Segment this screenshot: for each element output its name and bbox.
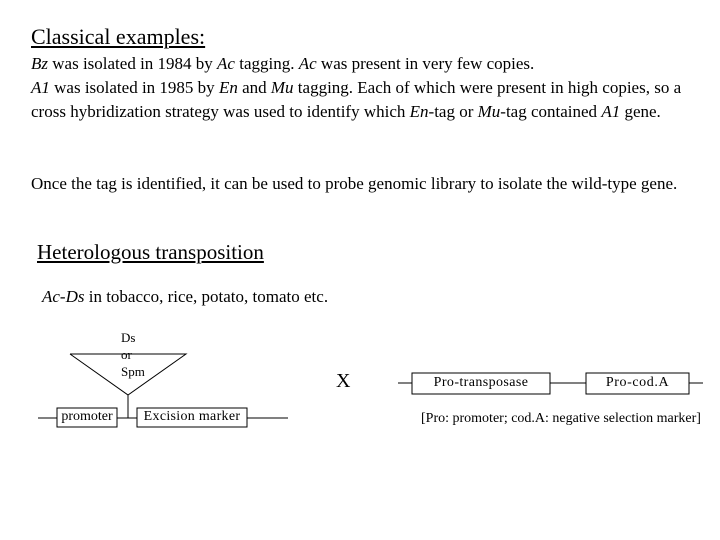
- gene-a1: A1: [601, 102, 621, 121]
- ds-label-line: or: [121, 347, 132, 362]
- ds-label-line: Spm: [121, 364, 145, 379]
- acds-term: Ac-Ds: [42, 287, 85, 306]
- element-ac: Ac: [298, 54, 317, 73]
- paragraph-probe: Once the tag is identified, it can be used to probe genomic library to isolate the wild-type gene.: [31, 174, 678, 193]
- element-ac: Ac: [217, 54, 235, 73]
- text: gene.: [620, 102, 661, 121]
- text: was present in very few copies.: [316, 54, 535, 73]
- section-heading: Classical examples:: [31, 24, 206, 49]
- cross-symbol: X: [336, 370, 351, 392]
- element-mu: Mu: [477, 102, 501, 121]
- text: and: [237, 78, 271, 97]
- gene-a1: A1: [31, 78, 50, 97]
- text: tagging.: [234, 54, 299, 73]
- ds-label: [121, 329, 145, 380]
- gene-bz: Bz: [31, 54, 48, 73]
- text: -tag or: [428, 102, 478, 121]
- ds-label-line: Ds: [121, 330, 136, 345]
- excision-marker-label: Excision marker: [143, 409, 241, 424]
- text: -tag contained: [500, 102, 602, 121]
- text: was isolated in 1984 by: [48, 54, 218, 73]
- pro-coda-label: Pro-cod.A: [605, 375, 670, 390]
- text: tagging. Each of which were present in high copies, so a cross hybridization strategy was used to identify which: [31, 78, 682, 121]
- acds-rest: in tobacco, rice, potato, tomato etc.: [84, 287, 329, 306]
- text: was isolated in 1985 by: [49, 78, 219, 97]
- legend-note: [Pro: promoter; cod.A: negative selection marker]: [421, 411, 701, 426]
- element-en: En: [409, 102, 429, 121]
- element-en: En: [218, 78, 238, 97]
- promoter-label: promoter: [61, 409, 113, 424]
- subheading: Heterologous transposition: [37, 240, 264, 264]
- pro-transposase-label: Pro-transposase: [433, 375, 529, 390]
- element-mu: Mu: [270, 78, 294, 97]
